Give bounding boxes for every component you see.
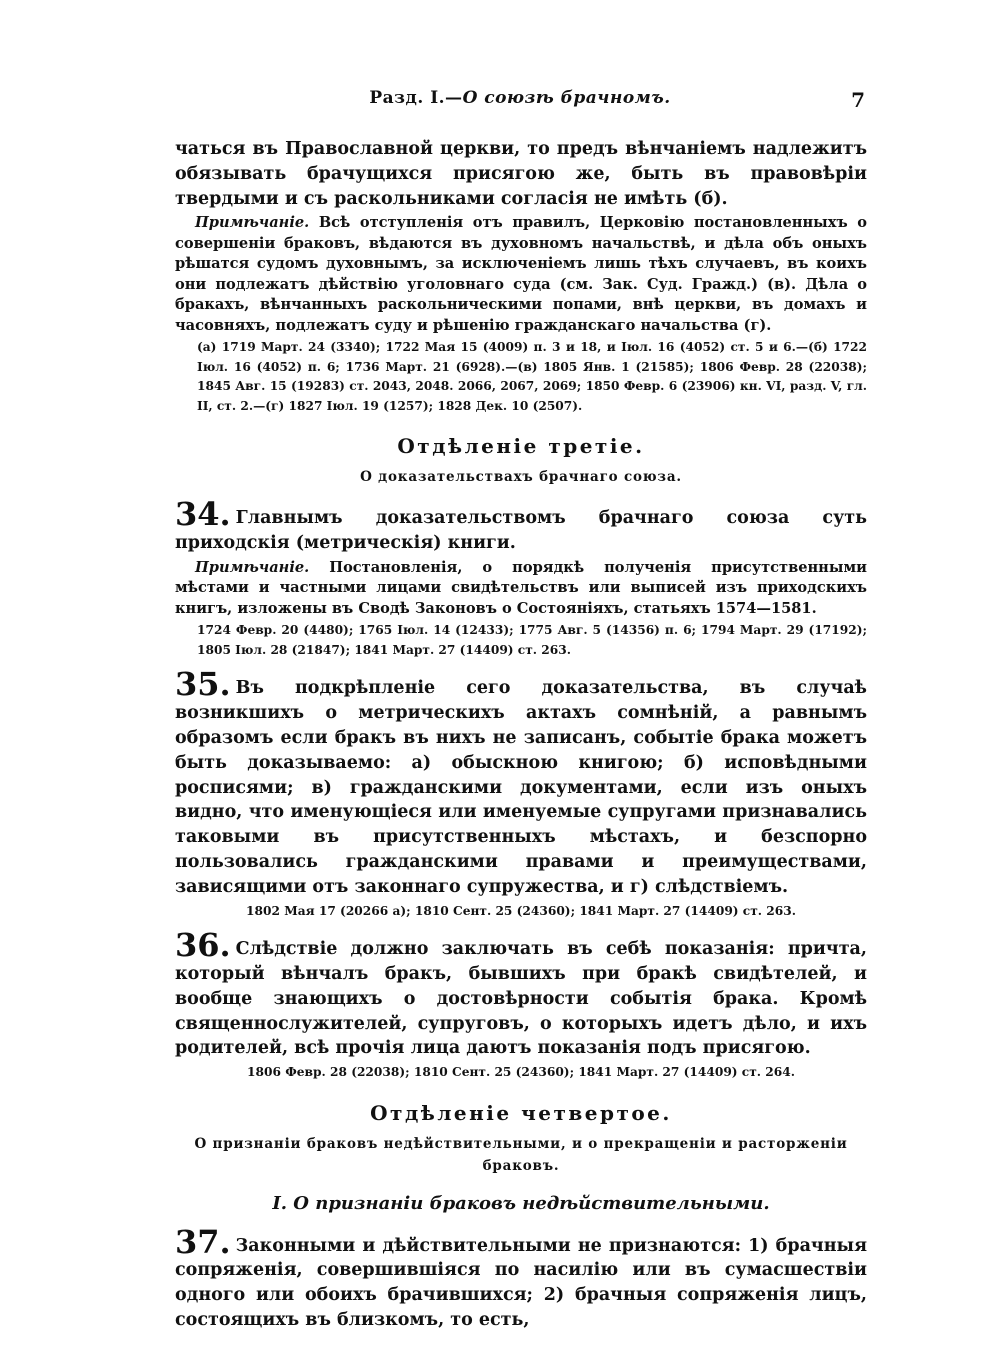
page-body <box>175 137 867 1335</box>
article-34-note <box>175 558 867 620</box>
article-36-text: Слѣдствіе должно заключать въ себѣ показанія: причта, который вѣнчалъ бракъ, бывшихъ при бракѣ свидѣтелей, и вообще знающихъ о достовѣрности событія брака. Кромѣ священнослужителей, супруговъ, о которыхъ идетъ дѣло, и ихъ родителей, всѣ прочія лица даютъ показанія подъ присягою. <box>175 939 867 1059</box>
note-1-text: Всѣ отступленія отъ правилъ, Церковію постановленныхъ о совершеніи браковъ, вѣдаются въ духовномъ начальствѣ, и дѣла объ оныхъ рѣшатся судомъ духовнымъ, за исключеніемъ лишь тѣхъ случаевъ, въ коихъ они подлежатъ дѣйствію уголовнаго суда (см. Зак. Суд. Гражд.) (в). Дѣла о бракахъ, вѣнчанныхъ раскольническими попами, внѣ церкви, въ домахъ и часовняхъ, подлежатъ суду и рѣшенію гражданскаго начальства (г). <box>175 214 867 334</box>
header-title-italic: О союзѣ брачномъ. <box>462 88 671 108</box>
article-37 <box>175 1222 867 1333</box>
section-4-subheading: О признаніи браковъ недѣйствительными, и о прекращеніи и расторженіи браковъ. <box>194 1135 848 1174</box>
running-header <box>175 88 865 114</box>
article-34 <box>175 495 867 556</box>
article-36-references: 1806 Февр. 28 (22038); 1810 Сент. 25 (24360); 1841 Март. 27 (14409) ст. 264. <box>247 1065 795 1080</box>
article-36 <box>175 926 867 1061</box>
intro-paragraph: чаться въ Православной церкви, то предъ вѣнчаніемъ надлежитъ обязывать брачущихся присягою же, быть въ правовѣріи твердыми и съ раскольниками согласія не имѣть (б). <box>175 139 867 209</box>
article-36-number: 36. <box>175 926 231 965</box>
article-37-number: 37. <box>175 1222 231 1261</box>
references-1: (а) 1719 Март. 24 (3340); 1722 Мая 15 (4009) п. 3 и 18, и Іюл. 16 (4052) ст. 5 и 6.—(б) 1722 Іюл. 16 (4052) п. 6; 1736 Март. 21 (6928).—(в) 1805 Янв. 1 (21585); 1806 Февр. 28 (22038); 1845 Авг. 15 (19283) ст. 2043, 2048. 2066, 2067, 2069; 1850 Февр. 6 (23906) кн. VI, разд. V, гл. II, ст. 2.—(г) 1827 Іюл. 19 (1257); 1828 Дек. 10 (2507). <box>197 340 867 413</box>
article-34-references: 1724 Февр. 20 (4480); 1765 Іюл. 14 (12433); 1775 Авг. 5 (14356) п. 6; 1794 Март. 29 (17192); 1805 Іюл. 28 (21847); 1841 Март. 27 (14409) ст. 263. <box>197 623 867 657</box>
note-1-lead: Примѣчаніе. <box>195 214 310 232</box>
article-37-text: Законными и дѣйствительными не признаются: 1) брачныя сопряженія, совершившіяся по насилію или въ сумасшествіи одного или обоихъ брачившихся; 2) брачныя сопряженія лицъ, состоящихъ въ близкомъ, то есть, <box>175 1235 867 1331</box>
article-34-note-lead: Примѣчаніе. <box>195 558 310 576</box>
note-1 <box>175 213 867 336</box>
article-34-text: Главнымъ доказательствомъ брачнаго союза суть приходскія (метрическія) книги. <box>175 508 867 554</box>
section-4-subsection-title: I. О признаніи браковъ недѣйствительными. <box>272 1192 770 1214</box>
header-title <box>175 88 865 108</box>
section-4-heading: Отдѣленіе четвертое. <box>370 1100 672 1125</box>
header-title-prefix: Разд. I.— <box>369 88 463 108</box>
article-35-references: 1802 Мая 17 (20266 а); 1810 Сент. 25 (24360); 1841 Март. 27 (14409) ст. 263. <box>246 903 796 918</box>
article-34-note-text: Постановленія, о порядкѣ полученія присутственными мѣстами и частными лицами свидѣтельствъ или выписей изъ приходскихъ книгъ, изложены въ Сводѣ Законовъ о Состояніяхъ, статьяхъ 1574—1581. <box>175 558 867 617</box>
article-35 <box>175 665 867 899</box>
section-3-subheading: О доказательствахъ брачнаго союза. <box>360 469 682 486</box>
page-number: 7 <box>851 88 865 112</box>
article-34-number: 34. <box>175 495 231 534</box>
article-35-number: 35. <box>175 665 231 704</box>
section-3-heading: Отдѣленіе третіе. <box>397 434 645 459</box>
article-35-text: Въ подкрѣпленіе сего доказательства, въ случаѣ возникшихъ о метрическихъ актахъ сомнѣній, а равнымъ образомъ если бракъ въ нихъ не записанъ, событіе брака можетъ быть доказываемо: а) обыскною книгою; б) исповѣдными росписями; в) гражданскими документами, если изъ оныхъ видно, что именующіеся или именуемые супругами признавались таковыми въ присутственныхъ мѣстахъ, и безспорно пользовались гражданскими правами и преимуществами, зависящими отъ законнаго супружества, и г) слѣдствіемъ. <box>175 678 867 897</box>
